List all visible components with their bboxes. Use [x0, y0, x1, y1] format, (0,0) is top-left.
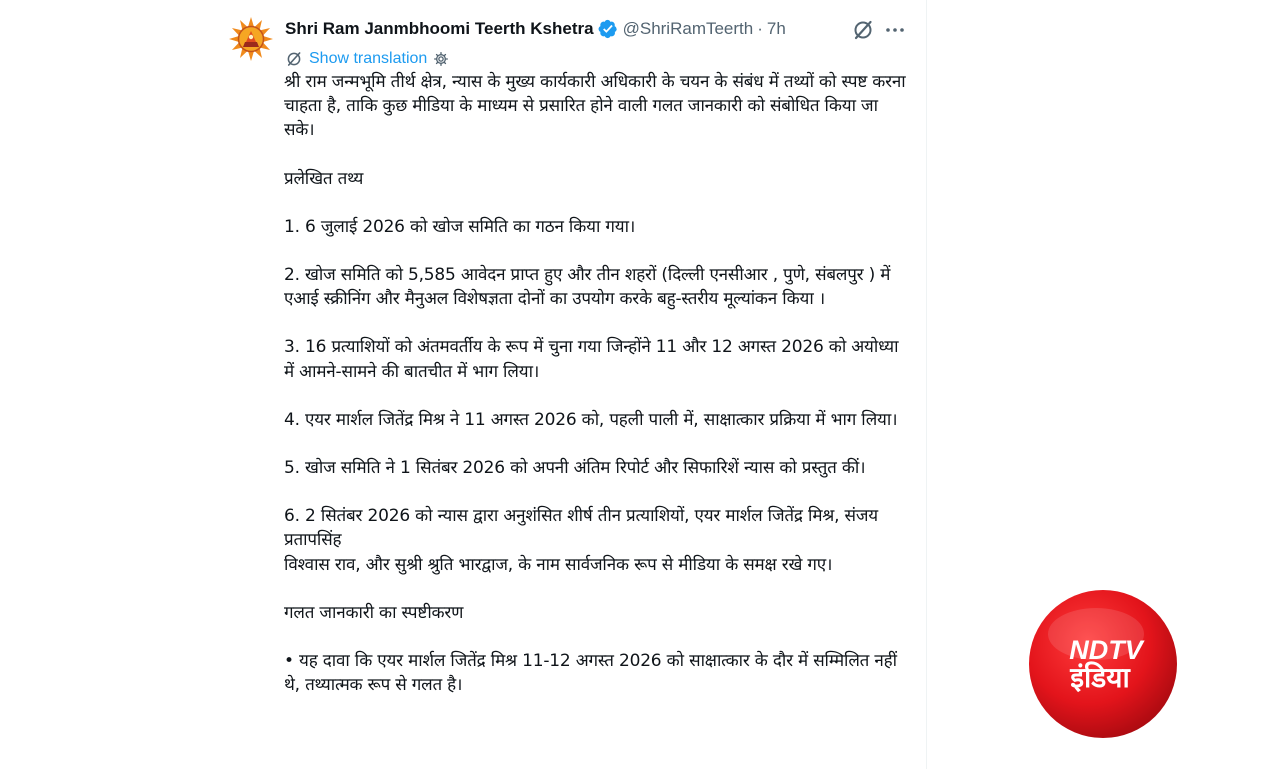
gear-icon[interactable] [433, 51, 449, 67]
tweet-paragraph: 5. खोज समिति ने 1 सितंबर 2026 को अपनी अंतिम रिपोर्ट और सिफारिशें न्यास को प्रस्तुत कीं। [284, 458, 866, 479]
tweet-header [285, 17, 786, 41]
tweet-text [284, 70, 912, 697]
trust-logo-icon [226, 14, 276, 64]
ndtv-hindi-text: इंडिया [1070, 661, 1130, 694]
ndtv-logo-icon [1028, 589, 1178, 739]
tweet-paragraph: प्रलेखित तथ्य [284, 168, 364, 189]
author-name[interactable]: Shri Ram Janmbhoomi Teerth Kshetra [285, 19, 594, 38]
timeline-divider [926, 0, 927, 769]
ndtv-latin-text: NDTV [1069, 635, 1143, 665]
translate-icon [285, 50, 303, 68]
tweet-paragraph: 2. खोज समिति को 5,585 आवेदन प्राप्त हुए और तीन शहरों (दिल्ली एनसीआर , पुणे, संबलपुर ) में एआई स्क्रीनिंग और मैनुअल विशेषज्ञता दोनों का उपयोग करके बहु-स्तरीय मूल्यांकन किया । [284, 265, 891, 310]
tweet-paragraph: श्री राम जन्मभूमि तीर्थ क्षेत्र, न्यास के मुख्य कार्यकारी अधिकारी के चयन के संबंध में तथ्यों को स्पष्ट करना चाहता है, ताकि कुछ मीडिया के माध्यम से प्रसारित होने वाली गलत जानकारी को संबोधित किया जा सके। [284, 72, 906, 141]
avatar[interactable] [226, 14, 276, 64]
show-translation-label[interactable]: Show translation [309, 50, 428, 67]
tweet-paragraph: • यह दावा कि एयर मार्शल जितेंद्र मिश्र 11-12 अगस्त 2026 को साक्षात्कार के दौर में सम्मिलित नहीं थे, तथ्यात्मक रूप से गलत है। [284, 651, 897, 696]
ndtv-india-watermark [1028, 589, 1178, 739]
separator-dot: · [757, 19, 763, 38]
timestamp[interactable]: 7h [766, 19, 786, 38]
tweet-paragraph: 6. 2 सितंबर 2026 को न्यास द्वारा अनुशंसित शीर्ष तीन प्रत्याशियों, एयर मार्शल जितेंद्र मिश्र, संजय प्रतापसिंह विश्वास राव, और सुश्री श्रुति भारद्वाज, के नाम सार्वजनिक रूप से मीडिया के समक्ष रखे गए। [284, 506, 878, 575]
tweet-paragraph: गलत जानकारी का स्पष्टीकरण [284, 602, 464, 623]
author-handle[interactable]: @ShriRamTeerth [622, 19, 754, 38]
tweet-paragraph: 3. 16 प्रत्याशियों को अंतमवर्तीय के रूप में चुना गया जिन्होंने 11 और 12 अगस्त 2026 को अयोध्या में आमने-सामने की बातचीत में भाग लिया। [284, 337, 899, 382]
verified-badge-icon [598, 19, 618, 39]
show-translation-link[interactable] [285, 48, 449, 70]
grok-icon[interactable] [851, 18, 875, 42]
tweet-paragraph: 4. एयर मार्शल जितेंद्र मिश्र ने 11 अगस्त 2026 को, पहली पाली में, साक्षात्कार प्रक्रिया में भाग लिया। [284, 409, 898, 430]
tweet-paragraph: 1. 6 जुलाई 2026 को खोज समिति का गठन किया गया। [284, 216, 636, 237]
more-icon[interactable] [883, 18, 907, 42]
